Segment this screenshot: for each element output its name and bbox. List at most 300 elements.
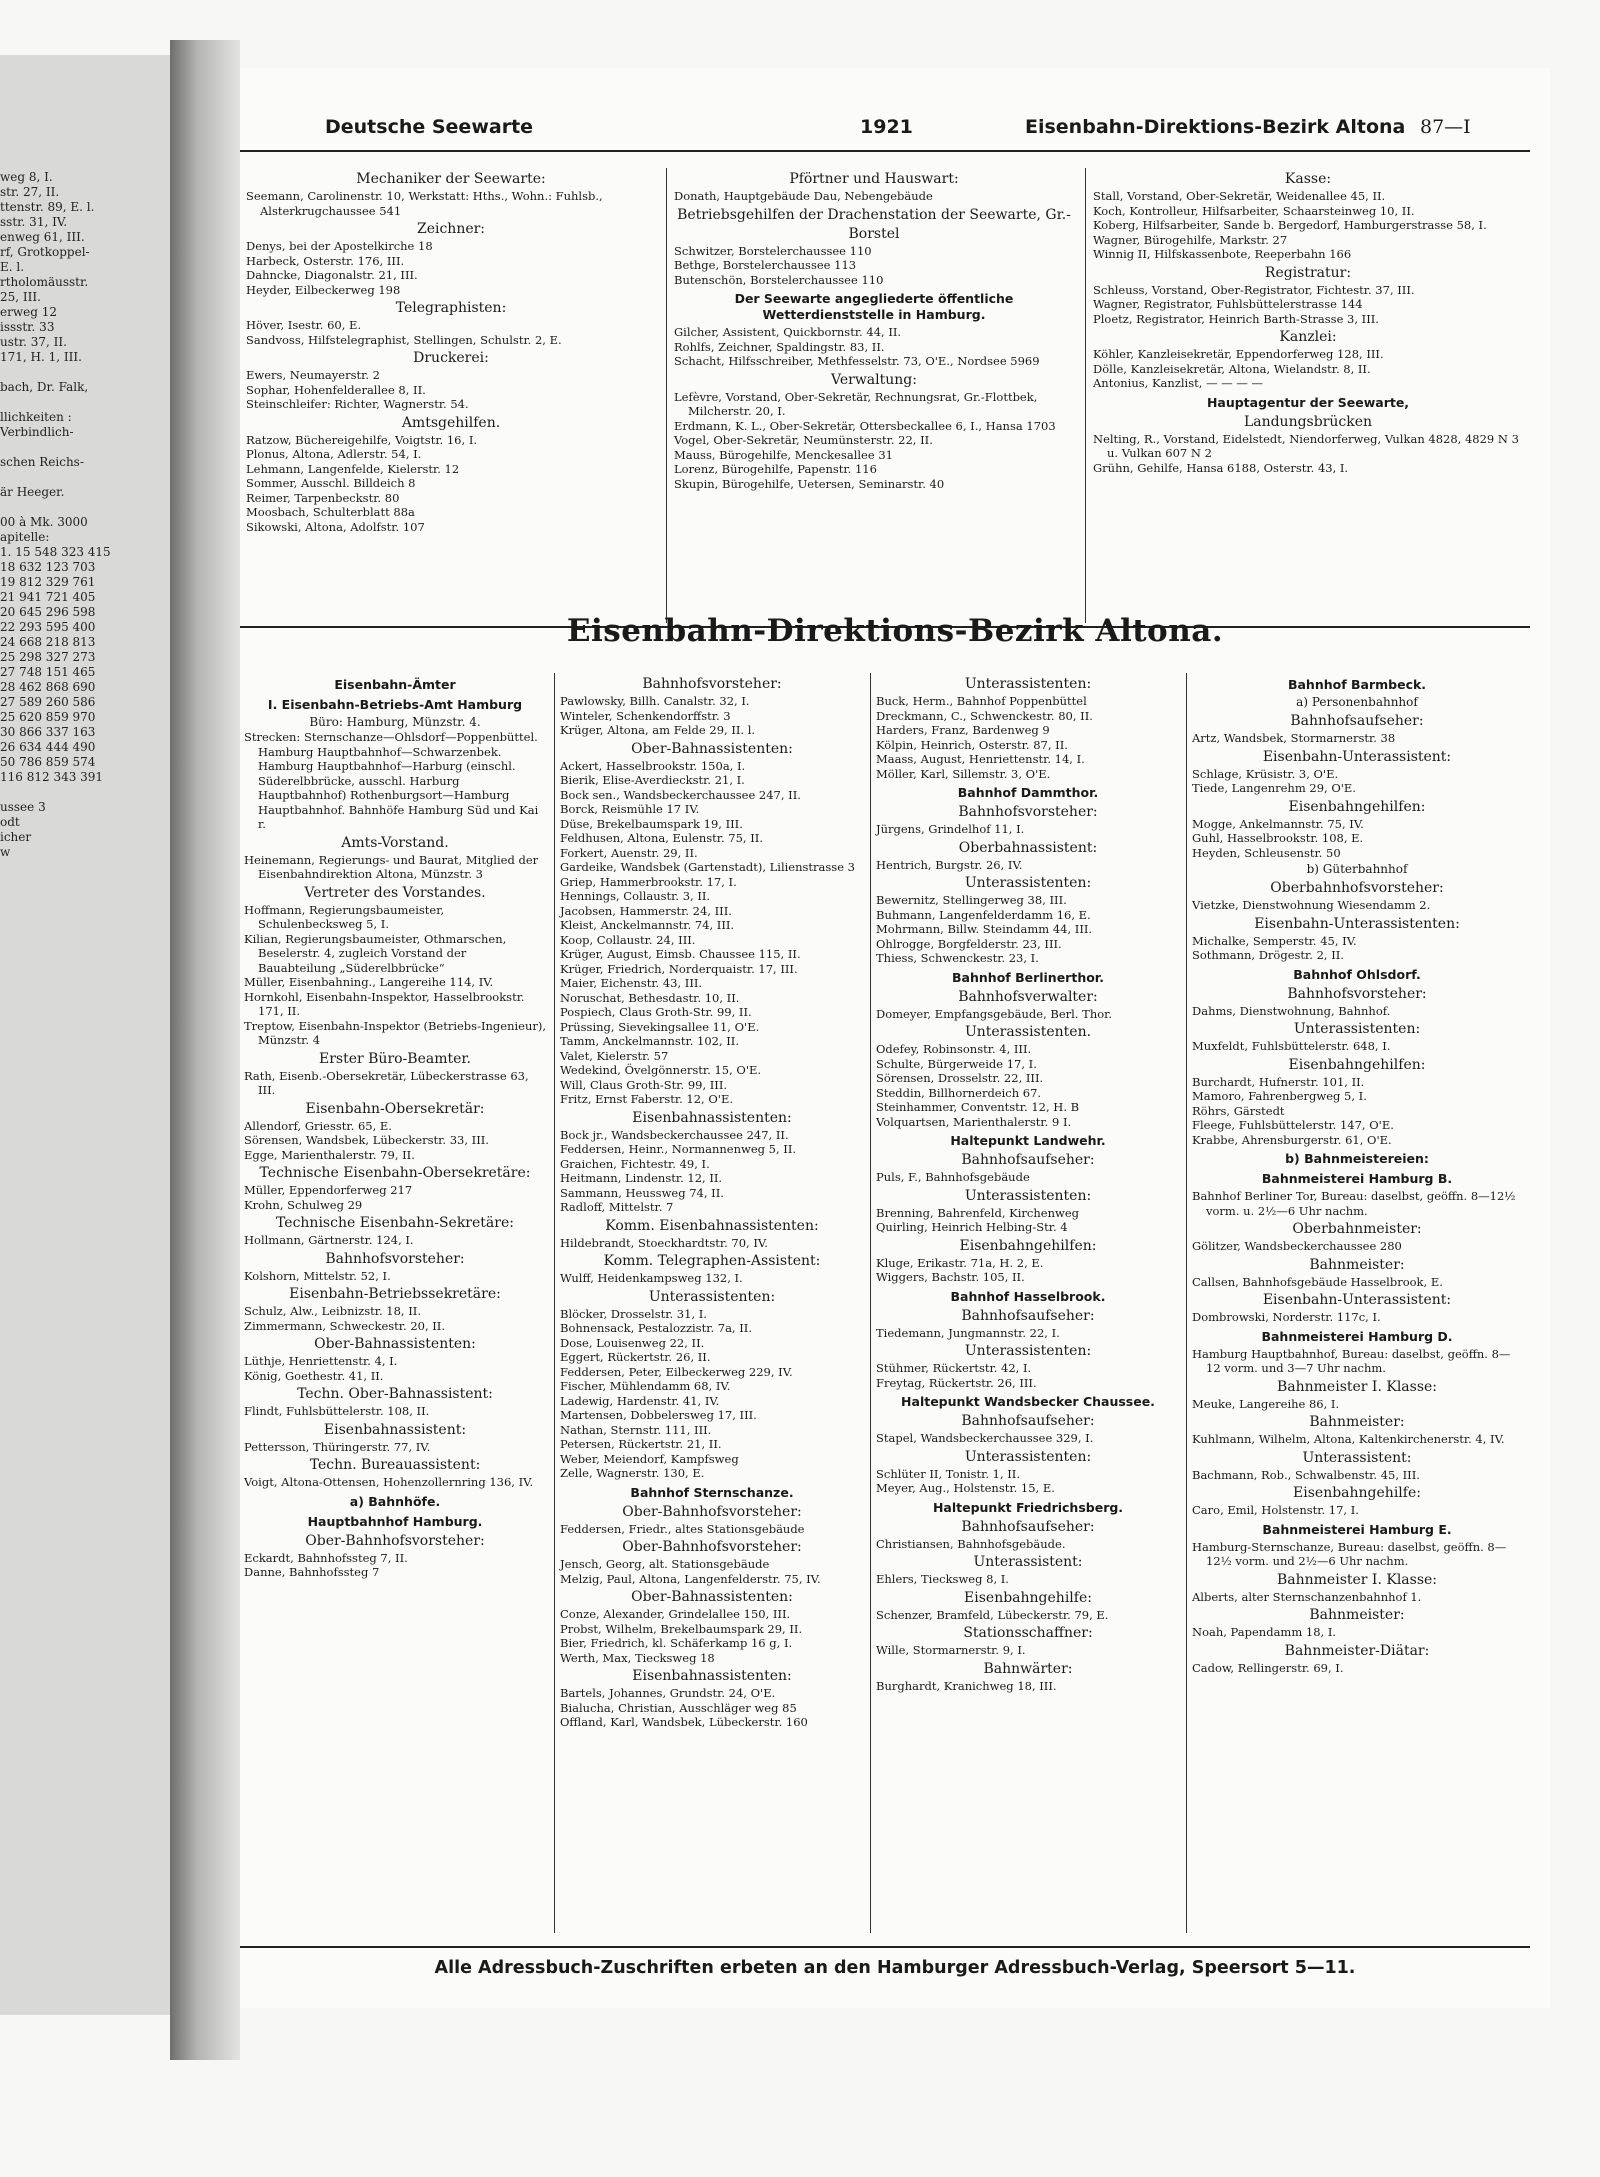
section-heading: Technische Eisenbahn-Sekretäre: [276, 1215, 514, 1231]
section-heading: Bahnhofsaufseher: [961, 1152, 1095, 1168]
section-heading: Unterassistent: [1302, 1449, 1412, 1466]
directory-entry: Meyer, Aug., Holstenstr. 15, E. [876, 1481, 1055, 1495]
section-heading: Betriebsgehilfen der Drachenstation der Seewarte, Gr.-Borstel [677, 206, 1071, 242]
section-heading: Eisenbahngehilfen: [1288, 1056, 1426, 1073]
directory-entry: Koop, Collaustr. 24, III. [560, 932, 696, 947]
facing-page-line: issstr. 33 [0, 320, 55, 334]
section-heading: Eisenbahngehilfe: [964, 1589, 1092, 1606]
directory-entry: Wille, Stormarnerstr. 9, I. [876, 1643, 1026, 1657]
footer-notice: Alle Adressbuch-Zuschriften erbeten an den Hamburger Adressbuch-Verlag, Speersort 5—11. [434, 1958, 1356, 1978]
directory-entry: Kolshorn, Mittelstr. 52, I. [244, 1268, 391, 1283]
directory-entry: Hentrich, Burgstr. 26, IV. [876, 857, 1023, 872]
directory-entry: Kölpin, Heinrich, Osterstr. 87, II. [876, 737, 1068, 752]
directory-entry: Hornkohl, Eisenbahn-Inspektor, Hasselbrookstr. 171, II. [244, 989, 525, 1018]
directory-entry: Weber, Meiendorf, Kampfsweg [560, 1451, 739, 1466]
column-divider [666, 168, 667, 623]
directory-entry: Gölitzer, Wandsbeckerchaussee 280 [1192, 1239, 1402, 1253]
directory-entry: Borck, Reismühle 17 IV. [560, 802, 700, 816]
facing-page-line: erweg 12 [0, 305, 57, 319]
section-heading: Bahnhofsaufseher: [961, 1413, 1095, 1429]
section-heading: Bahnmeister: [1309, 1414, 1405, 1430]
directory-entry: Bahnhof Berliner Tor, Bureau: daselbst, geöffn. 8—12½ vorm. u. 2½—6 Uhr nachm. [1192, 1189, 1516, 1218]
section-heading: Bahnhofsvorsteher: [958, 804, 1098, 820]
bold-heading: Haltepunkt Wandsbecker Chaussee. [901, 1394, 1155, 1409]
top-column-2 [674, 168, 1074, 491]
directory-entry: Steddin, Billhornerdeich 67. [876, 1085, 1042, 1100]
directory-entry: Krüger, August, Eimsb. Chaussee 115, II. [560, 947, 801, 961]
directory-entry: Krüger, Friedrich, Norderquaistr. 17, III. [560, 961, 798, 976]
directory-entry: Dreckmann, C., Schwenckestr. 80, II. [876, 708, 1093, 723]
directory-entry: Danne, Bahnhofssteg 7 [244, 1565, 380, 1579]
directory-entry: Wagner, Bürogehilfe, Markstr. 27 [1093, 232, 1288, 247]
main-section [240, 673, 1550, 1943]
bold-heading: a) Bahnhöfe. [349, 1493, 441, 1509]
directory-entry: Jürgens, Grindelhof 11, I. [876, 822, 1025, 836]
directory-entry: Erdmann, K. L., Ober-Sekretär, Ottersbeckallee 6, I., Hansa 1703 [674, 418, 1056, 433]
facing-page-line: bach, Dr. Falk, [0, 380, 89, 394]
section-heading: Eisenbahn-Unterassistenten: [1254, 915, 1460, 932]
section-heading: Eisenbahnassistenten: [632, 1109, 792, 1126]
section-heading: Telegraphisten: [395, 300, 507, 316]
bold-heading: Bahnhof Dammthor. [957, 785, 1099, 800]
directory-entry: Puls, F., Bahnhofsgebäude [876, 1170, 1030, 1184]
directory-entry: Stall, Vorstand, Ober-Sekretär, Weidenallee 45, II. [1093, 189, 1386, 203]
directory-entry: Dose, Louisenweg 22, II. [560, 1335, 705, 1350]
section-heading: Eisenbahn-Obersekretär: [305, 1100, 485, 1117]
facing-page-line [0, 440, 170, 455]
section-heading: Eisenbahn-Unterassistent: [1262, 1292, 1452, 1308]
column-2 [560, 673, 864, 1730]
directory-entry: Treptow, Eisenbahn-Inspektor (Betriebs-Ingenieur), Münzstr. 4 [244, 1018, 547, 1047]
subheading: b) Güterbahnhof [1306, 862, 1408, 876]
directory-entry: Heinemann, Regierungs- und Baurat, Mitglied der Eisenbahndirektion Altona, Münzstr. 3 [244, 852, 539, 881]
facing-page-line: weg 8, I. [0, 170, 53, 184]
section-heading: Technische Eisenbahn-Obersekretäre: [259, 1165, 531, 1181]
section-heading: Mechaniker der Seewarte: [356, 171, 546, 187]
directory-entry: Thiess, Schwenckestr. 23, I. [876, 951, 1039, 965]
directory-entry: Tamm, Anckelmannstr. 102, II. [560, 1034, 740, 1048]
directory-entry: Prüssing, Sievekingsallee 11, O'E. [560, 1019, 760, 1034]
directory-entry: Fischer, Mühlendamm 68, IV. [560, 1379, 731, 1393]
directory-entry: Brenning, Bahrenfeld, Kirchenweg [876, 1205, 1079, 1220]
directory-entry: Noah, Papendamm 18, I. [1192, 1625, 1337, 1639]
directory-entry: Schwitzer, Borstelerchaussee 110 [674, 243, 872, 258]
directory-entry: Denys, bei der Apostelkirche 18 [246, 239, 433, 253]
bold-heading: Der Seewarte angegliederte öffentliche Wetterdienststelle in Hamburg. [734, 291, 1014, 322]
directory-entry: Mohrmann, Billw. Steindamm 44, III. [876, 922, 1093, 936]
facing-page-line [0, 365, 170, 380]
directory-entry: Koberg, Hilfsarbeiter, Sande b. Bergedorf, Hamburgerstrasse 58, I. [1093, 218, 1487, 232]
directory-entry: Callsen, Bahnhofsgebäude Hasselbrook, E. [1192, 1274, 1443, 1289]
directory-entry: Ohlrogge, Borgfelderstr. 23, III. [876, 936, 1062, 951]
directory-entry: Dölle, Kanzleisekretär, Altona, Wielandstr. 8, II. [1093, 361, 1371, 376]
directory-entry: Düse, Brekelbaumspark 19, III. [560, 816, 743, 831]
directory-entry: Bialucha, Christian, Ausschläger weg 85 [560, 1700, 797, 1715]
directory-entry: Schenzer, Bramfeld, Lübeckerstr. 79, E. [876, 1607, 1109, 1622]
section-heading: Bahnmeister I. Klasse: [1276, 1571, 1438, 1588]
facing-page-line: 50 786 859 574 [0, 755, 96, 769]
directory-entry: Krüger, Altona, am Felde 29, II. l. [560, 723, 756, 737]
facing-page-line: E. l. [0, 260, 25, 274]
directory-entry: Stapel, Wandsbeckerchaussee 329, I. [876, 1431, 1094, 1445]
directory-entry: Ploetz, Registrator, Heinrich Barth-Strasse 3, III. [1093, 311, 1379, 326]
directory-entry: Domeyer, Empfangsgebäude, Berl. Thor. [876, 1006, 1113, 1021]
section-heading: Zeichner: [416, 221, 486, 237]
directory-entry: Conze, Alexander, Grindelallee 150, III. [560, 1607, 791, 1621]
facing-page-line: Verbindlich- [0, 425, 74, 439]
directory-entry: Guhl, Hasselbrookstr. 108, E. [1192, 831, 1364, 845]
directory-entry: Steinschleifer: Richter, Wagnerstr. 54. [246, 397, 469, 411]
directory-entry: Kluge, Erikastr. 71a, H. 2, E. [876, 1255, 1044, 1270]
directory-entry: Bock sen., Wandsbeckerchaussee 247, II. [560, 787, 801, 802]
facing-page-line: 30 866 337 163 [0, 725, 96, 739]
directory-entry: Volquartsen, Marienthalerstr. 9 I. [876, 1114, 1072, 1129]
section-title: Eisenbahn-Direktions-Bezirk Altona. [566, 613, 1224, 649]
section-heading: Verwaltung: [831, 371, 917, 388]
facing-page-line [0, 395, 170, 410]
directory-entry: Christiansen, Bahnhofsgebäude. [876, 1536, 1066, 1551]
directory-entry: Artz, Wandsbek, Stormarnerstr. 38 [1192, 731, 1396, 745]
facing-page-line: icher [0, 830, 32, 844]
directory-entry: Lüthje, Henriettenstr. 4, I. [244, 1354, 398, 1368]
directory-entry: Werth, Max, Tiecksweg 18 [560, 1650, 715, 1665]
directory-entry: Koch, Kontrolleur, Hilfsarbeiter, Schaarsteinweg 10, II. [1093, 203, 1415, 218]
directory-entry: Eckardt, Bahnhofssteg 7, II. [244, 1550, 408, 1565]
bold-heading: Bahnhof Ohlsdorf. [1293, 966, 1421, 982]
directory-entry: Moosbach, Schulterblatt 88a [246, 505, 415, 519]
directory-entry: Bartels, Johannes, Grundstr. 24, O'E. [560, 1686, 776, 1700]
directory-entry: Rohlfs, Zeichner, Spaldingstr. 83, II. [674, 339, 885, 354]
subheading: Büro: Hamburg, Münzstr. 4. [309, 715, 481, 729]
section-heading: Kanzlei: [1279, 329, 1337, 345]
section-heading: Eisenbahnassistent: [323, 1421, 467, 1438]
directory-entry: Maier, Eichenstr. 43, III. [560, 976, 703, 990]
facing-page-line: 00 à Mk. 3000 [0, 515, 88, 529]
section-heading: Bahnmeister: [1309, 1256, 1405, 1273]
directory-entry: Sandvoss, Hilfstelegraphist, Stellingen, Schulstr. 2, E. [246, 332, 562, 347]
section-heading: Bahnmeister I. Klasse: [1276, 1378, 1438, 1395]
facing-page-line: rf, Grotkoppel- [0, 245, 90, 259]
facing-page-line: 25 298 327 273 [0, 650, 96, 664]
directory-entry: Freytag, Rückertstr. 26, III. [876, 1375, 1037, 1390]
directory-entry: Steinhammer, Conventstr. 12, H. B [876, 1100, 1080, 1114]
directory-entry: Michalke, Semperstr. 45, IV. [1192, 933, 1357, 948]
directory-entry: Zelle, Wagnerstr. 130, E. [560, 1466, 705, 1480]
directory-entry: Schlage, Krüsistr. 3, O'E. [1192, 766, 1339, 781]
directory-entry: Hoffmann, Regierungsbaumeister, Schulenbecksweg 5, I. [244, 902, 445, 931]
directory-entry: Krohn, Schulweg 29 [244, 1197, 363, 1212]
directory-entry: Zimmermann, Schweckestr. 20, II. [244, 1318, 446, 1333]
directory-entry: Melzig, Paul, Altona, Langenfelderstr. 75, IV. [560, 1571, 821, 1586]
facing-page-text [0, 170, 170, 860]
subheading: a) Personenbahnhof [1296, 695, 1418, 709]
directory-entry: Griep, Hammerbrookstr. 17, I. [560, 874, 737, 889]
bold-heading: Hauptbahnhof Hamburg. [307, 1513, 483, 1529]
facing-page-line: ustr. 37, II. [0, 335, 67, 349]
column-divider [1085, 168, 1086, 623]
directory-entry: Kuhlmann, Wilhelm, Altona, Kaltenkirchenerstr. 4, IV. [1192, 1432, 1505, 1446]
facing-page-line: 27 748 151 465 [0, 665, 96, 679]
facing-page-line: 171, H. 1, III. [0, 350, 82, 364]
top-column-3 [1093, 168, 1523, 475]
facing-page-line: 116 812 343 391 [0, 770, 104, 784]
facing-page-line [0, 785, 170, 800]
facing-page-line: 24 668 218 813 [0, 635, 96, 649]
directory-entry: Vietzke, Dienstwohnung Wiesendamm 2. [1192, 898, 1431, 912]
column-divider [554, 673, 555, 1933]
directory-entry: Quirling, Heinrich Helbing-Str. 4 [876, 1220, 1068, 1234]
directory-entry: Martensen, Dobbelersweg 17, III. [560, 1408, 757, 1422]
top-column-1 [246, 168, 656, 534]
directory-entry: Blöcker, Drosselstr. 31, I. [560, 1306, 707, 1321]
directory-entry: Pettersson, Thüringerstr. 77, IV. [244, 1439, 431, 1454]
section-heading: Ober-Bahnhofsvorsteher: [622, 1503, 802, 1520]
directory-entry: Forkert, Auenstr. 29, II. [560, 845, 698, 860]
directory-entry: Ratzow, Büchereigehilfe, Voigtstr. 16, I. [246, 432, 478, 447]
section-heading: Komm. Telegraphen-Assistent: [603, 1253, 821, 1269]
section-heading: Eisenbahngehilfe: [1293, 1485, 1421, 1501]
facing-page-line [0, 500, 170, 515]
bold-heading: Haltepunkt Friedrichsberg. [932, 1499, 1124, 1515]
facing-page-line: 19 812 329 761 [0, 575, 96, 589]
section-heading: Eisenbahngehilfen: [959, 1237, 1097, 1254]
section-heading: Oberbahnhofsvorsteher: [1270, 880, 1444, 896]
directory-entry: Gilcher, Assistent, Quickbornstr. 44, II. [674, 325, 902, 339]
section-heading: Unterassistenten: [964, 1448, 1092, 1465]
directory-entry: Probst, Wilhelm, Brekelbaumspark 29, II. [560, 1621, 803, 1636]
directory-entry: Muxfeldt, Fuhlsbüttelerstr. 648, I. [1192, 1039, 1391, 1053]
directory-entry: Strecken: Sternschanze—Ohlsdorf—Poppenbüttel. Hamburg Hauptbahnhof—Schwarzenbek. Hamburg Hauptbahnhof—Harburg (einschl. Süderelbbrücke, ausschl. Harburg Hauptbahnhof) Rothenburgsort—Hamburg Hauptbahnhof. Bahnhöfe Hamburg Süd und Kai r. [244, 730, 539, 831]
directory-entry: Jensch, Georg, alt. Stationsgebäude [560, 1557, 770, 1571]
section-heading: Ober-Bahnassistenten: [314, 1336, 476, 1352]
column-3 [876, 673, 1180, 1693]
section-heading: Unterassistenten: [964, 875, 1092, 891]
directory-entry: Ladewig, Hardenstr. 41, IV. [560, 1393, 720, 1408]
section-heading: Unterassistenten: [964, 1187, 1092, 1204]
directory-entry: Ehlers, Tiecksweg 8, I. [876, 1572, 1009, 1586]
directory-entry: Radloff, Mittelstr. 7 [560, 1200, 674, 1214]
header-left: Deutsche Seewarte [325, 116, 534, 138]
directory-entry: Hennings, Collaustr. 3, II. [560, 889, 711, 903]
directory-entry: Lorenz, Bürogehilfe, Papenstr. 116 [674, 462, 877, 476]
facing-page-line: rtholomäusstr. [0, 275, 89, 289]
directory-entry: König, Goethestr. 41, II. [244, 1368, 384, 1383]
directory-entry: Burghardt, Kranichweg 18, III. [876, 1678, 1057, 1693]
directory-entry: Skupin, Bürogehilfe, Uetersen, Seminarstr. 40 [674, 476, 945, 491]
directory-entry: Sammann, Heussweg 74, II. [560, 1185, 724, 1200]
directory-entry: Bewernitz, Stellingerweg 38, III. [876, 893, 1067, 907]
section-heading: Eisenbahn-Betriebssekretäre: [289, 1286, 501, 1302]
section-heading: Bahnhofsaufseher: [961, 1518, 1095, 1535]
facing-page-line: 20 645 296 598 [0, 605, 96, 619]
directory-entry: Wulff, Heidenkampsweg 132, I. [560, 1271, 743, 1285]
bold-heading: Bahnhof Hasselbrook. [950, 1288, 1106, 1304]
facing-page-line [0, 470, 170, 485]
directory-entry: Odefey, Robinsonstr. 4, III. [876, 1042, 1032, 1056]
directory-entry: Bierik, Elise-Averdieckstr. 21, I. [560, 773, 745, 787]
directory-entry: Dahms, Dienstwohnung, Bahnhof. [1192, 1003, 1391, 1018]
section-heading: Oberbahnassistent: [958, 839, 1098, 856]
directory-entry: Hamburg-Sternschanze, Bureau: daselbst, geöffn. 8—12½ vorm. und 2½—6 Uhr nachm. [1192, 1539, 1507, 1568]
directory-entry: Reimer, Tarpenbeckstr. 80 [246, 490, 400, 505]
section-heading: Vertreter des Vorstandes. [304, 884, 486, 901]
section-heading: Ober-Bahnhofsvorsteher: [305, 1532, 485, 1549]
bold-heading: Bahnhof Berlinerthor. [952, 969, 1104, 985]
page-number: 87—I [1420, 116, 1471, 138]
directory-entry: Nelting, R., Vorstand, Eidelstedt, Niendorferweg, Vulkan 4828, 4829 N 3 u. Vulkan 607 N 2 [1093, 431, 1519, 460]
directory-entry: Harders, Franz, Bardenweg 9 [876, 723, 1050, 737]
section-heading: Registratur: [1264, 264, 1352, 281]
directory-entry: Feldhusen, Altona, Eulenstr. 75, II. [560, 831, 763, 845]
column-1 [244, 673, 546, 1580]
directory-entry: Feddersen, Peter, Eilbeckerweg 229, IV. [560, 1364, 793, 1379]
facing-page-line: w [0, 845, 11, 859]
directory-entry: Seemann, Carolinenstr. 10, Werkstatt: Hths., Wohn.: Fuhlsb., Alsterkrugchaussee 541 [246, 189, 603, 218]
section-heading: Techn. Bureauassistent: [309, 1457, 481, 1473]
directory-entry: Butenschön, Borstelerchaussee 110 [674, 272, 884, 287]
section-heading: Amtsgehilfen. [401, 414, 501, 431]
directory-entry: Mogge, Ankelmannstr. 75, IV. [1192, 816, 1364, 831]
section-heading: Eisenbahnassistenten: [632, 1668, 792, 1684]
section-heading: Unterassistenten: [648, 1288, 776, 1305]
directory-entry: Voigt, Altona-Ottensen, Hohenzollernring 136, IV. [244, 1475, 534, 1489]
directory-entry: Schleuss, Vorstand, Ober-Registrator, Fichtestr. 37, III. [1093, 282, 1415, 297]
directory-entry: Donath, Hauptgebäude Dau, Nebengebäude [674, 189, 933, 203]
directory-entry: Höver, Isestr. 60, E. [246, 318, 362, 332]
directory-entry: Kleist, Anckelmannstr. 74, III. [560, 918, 735, 932]
header-year: 1921 [860, 116, 913, 138]
directory-entry: Dahncke, Diagonalstr. 21, III. [246, 268, 418, 282]
directory-entry: Sothmann, Drögestr. 2, II. [1192, 948, 1344, 962]
facing-page-line: odt [0, 815, 20, 829]
facing-page-line: är Heeger. [0, 485, 65, 499]
section-heading: Druckerei: [413, 350, 489, 366]
section-heading: Amts-Vorstand. [341, 834, 449, 851]
directory-entry: Bock jr., Wandsbeckerchaussee 247, II. [560, 1127, 789, 1142]
section-heading: Kasse: [1284, 171, 1332, 187]
directory-entry: Heyder, Eilbeckerweg 198 [246, 282, 401, 297]
directory-entry: Fritz, Ernst Faberstr. 12, O'E. [560, 1092, 733, 1106]
section-heading: Ober-Bahnhofsvorsteher: [622, 1539, 802, 1555]
directory-entry: Gardeike, Wandsbek (Gartenstadt), Lilienstrasse 3 [560, 860, 855, 874]
directory-entry: Hamburg Hauptbahnhof, Bureau: daselbst, geöffn. 8—12 vorm. und 3—7 Uhr nachm. [1192, 1346, 1511, 1375]
section-heading: Eisenbahngehilfen: [1288, 798, 1426, 815]
facing-page-line: 28 462 868 690 [0, 680, 96, 694]
directory-entry: Egge, Marienthalerstr. 79, II. [244, 1147, 415, 1162]
directory-entry: Sörensen, Wandsbek, Lübeckerstr. 33, III. [244, 1133, 489, 1147]
facing-page-line: ussee 3 [0, 800, 46, 814]
facing-page-line: 25, III. [0, 290, 41, 304]
directory-entry: Feddersen, Heinr., Normannenweg 5, II. [560, 1142, 797, 1156]
top-section [240, 168, 1550, 638]
section-heading: Techn. Ober-Bahnassistent: [297, 1386, 493, 1402]
section-heading: Bahnhofsvorsteher: [1287, 985, 1427, 1002]
section-heading: Eisenbahn-Unterassistent: [1262, 748, 1452, 765]
directory-entry: Maass, August, Henriettenstr. 14, I. [876, 752, 1085, 766]
bold-heading: I. Eisenbahn-Betriebs-Amt Hamburg [267, 697, 523, 712]
directory-entry: Röhrs, Gärstedt [1192, 1103, 1285, 1118]
directory-entry: Mamoro, Fahrenbergweg 5, I. [1192, 1089, 1367, 1103]
facing-page-line: 22 293 595 400 [0, 620, 96, 634]
directory-entry: Tiedemann, Jungmannstr. 22, I. [876, 1325, 1060, 1340]
bold-heading: Hauptagentur der Seewarte, [1206, 394, 1410, 410]
bold-heading: Bahnhof Sternschanze. [630, 1484, 794, 1500]
bold-heading: Bahnhof Barmbeck. [1287, 677, 1427, 692]
directory-entry: Bier, Friedrich, kl. Schäferkamp 16 g, I. [560, 1636, 793, 1650]
directory-entry: Antonius, Kanzlist, — — — — [1093, 376, 1264, 390]
facing-page-line: schen Reichs- [0, 455, 84, 469]
directory-entry: Heitmann, Lindenstr. 12, II. [560, 1171, 723, 1185]
facing-page-line: 25 620 859 970 [0, 710, 96, 724]
directory-entry: Sommer, Ausschl. Billdeich 8 [246, 476, 416, 490]
section-heading: Ober-Bahnassistenten: [631, 1589, 793, 1605]
directory-entry: Müller, Eppendorferweg 217 [244, 1183, 413, 1197]
directory-entry: Wiggers, Bachstr. 105, II. [876, 1270, 1025, 1284]
directory-entry: Winteler, Schenkendorffstr. 3 [560, 708, 731, 723]
directory-entry: Schulz, Alw., Leibnizstr. 18, II. [244, 1304, 421, 1318]
section-heading: Bahnhofsvorsteher: [642, 676, 782, 692]
directory-entry: Möller, Karl, Sillemstr. 3, O'E. [876, 766, 1051, 781]
directory-entry: Burchardt, Hufnerstr. 101, II. [1192, 1074, 1365, 1089]
directory-entry: Wedekind, Övelgönnerstr. 15, O'E. [560, 1063, 762, 1077]
section-heading: Pförtner und Hauswart: [789, 171, 959, 187]
book-gutter [170, 40, 240, 2060]
directory-entry: Petersen, Rückertstr. 21, II. [560, 1437, 722, 1451]
directory-entry: Lefèvre, Vorstand, Ober-Sekretär, Rechnungsrat, Gr.-Flottbek, Milcherstr. 20, I. [674, 389, 1038, 418]
directory-entry: Sörensen, Drosselstr. 22, III. [876, 1071, 1044, 1085]
directory-entry: Dombrowski, Norderstr. 117c, I. [1192, 1310, 1381, 1324]
section-heading: Bahnmeister-Diätar: [1284, 1642, 1430, 1659]
section-heading: Bahnhofsvorsteher: [325, 1250, 465, 1267]
directory-page [240, 68, 1550, 2008]
directory-entry: Rath, Eisenb.-Obersekretär, Lübeckerstrasse 63, III. [244, 1068, 529, 1097]
directory-entry: Ackert, Hasselbrookstr. 150a, I. [560, 758, 746, 773]
facing-page-line: llichkeiten : [0, 410, 72, 424]
column-divider [870, 673, 871, 1933]
directory-entry: Winnig II, Hilfskassenbote, Reeperbahn 166 [1093, 247, 1352, 261]
directory-entry: Tiede, Langenrehm 29, O'E. [1192, 781, 1356, 795]
directory-entry: Schlüter II, Tonistr. 1, II. [876, 1466, 1021, 1481]
section-heading: Unterassistenten: [964, 1343, 1092, 1359]
directory-entry: Schacht, Hilfsschreiber, Methfesselstr. 73, O'E., Nordsee 5969 [674, 354, 1040, 368]
section-heading: Bahnwärter: [983, 1660, 1073, 1677]
directory-entry: Pawlowsky, Billh. Canalstr. 32, I. [560, 694, 750, 708]
facing-page-line: 26 634 444 490 [0, 740, 96, 754]
section-heading: Stationsschaffner: [963, 1625, 1093, 1641]
facing-page-fragment [0, 55, 172, 2015]
facing-page-line: apitelle: [0, 530, 50, 544]
directory-entry: Noruschat, Bethesdastr. 10, II. [560, 990, 740, 1005]
directory-entry: Bethge, Borstelerchaussee 113 [674, 258, 857, 272]
directory-entry: Schulte, Bürgerweide 17, I. [876, 1056, 1037, 1071]
section-heading: Komm. Eisenbahnassistenten: [605, 1217, 819, 1234]
column-divider [1186, 673, 1187, 1933]
bold-heading: b) Bahnmeistereien: [1285, 1151, 1429, 1166]
directory-entry: Fleege, Fuhlsbüttelerstr. 147, O'E. [1192, 1118, 1394, 1132]
running-header [265, 116, 1525, 146]
directory-entry: Pospiech, Claus Groth-Str. 99, II. [560, 1005, 752, 1019]
footer-rule [240, 1946, 1530, 1948]
header-rule [240, 150, 1530, 152]
directory-entry: Eggert, Rückertstr. 26, II. [560, 1350, 711, 1364]
directory-entry: Sophar, Hohenfelderallee 8, II. [246, 382, 426, 397]
directory-entry: Krabbe, Ahrensburgerstr. 61, O'E. [1192, 1132, 1392, 1147]
directory-entry: Cadow, Rellingerstr. 69, I. [1192, 1660, 1344, 1675]
bold-heading: Bahnmeisterei Hamburg E. [1262, 1521, 1452, 1537]
directory-entry: Müller, Eisenbahning., Langereihe 114, IV. [244, 975, 494, 989]
section-heading: Unterassistent: [973, 1554, 1083, 1570]
directory-entry: Ewers, Neumayerstr. 2 [246, 368, 380, 382]
